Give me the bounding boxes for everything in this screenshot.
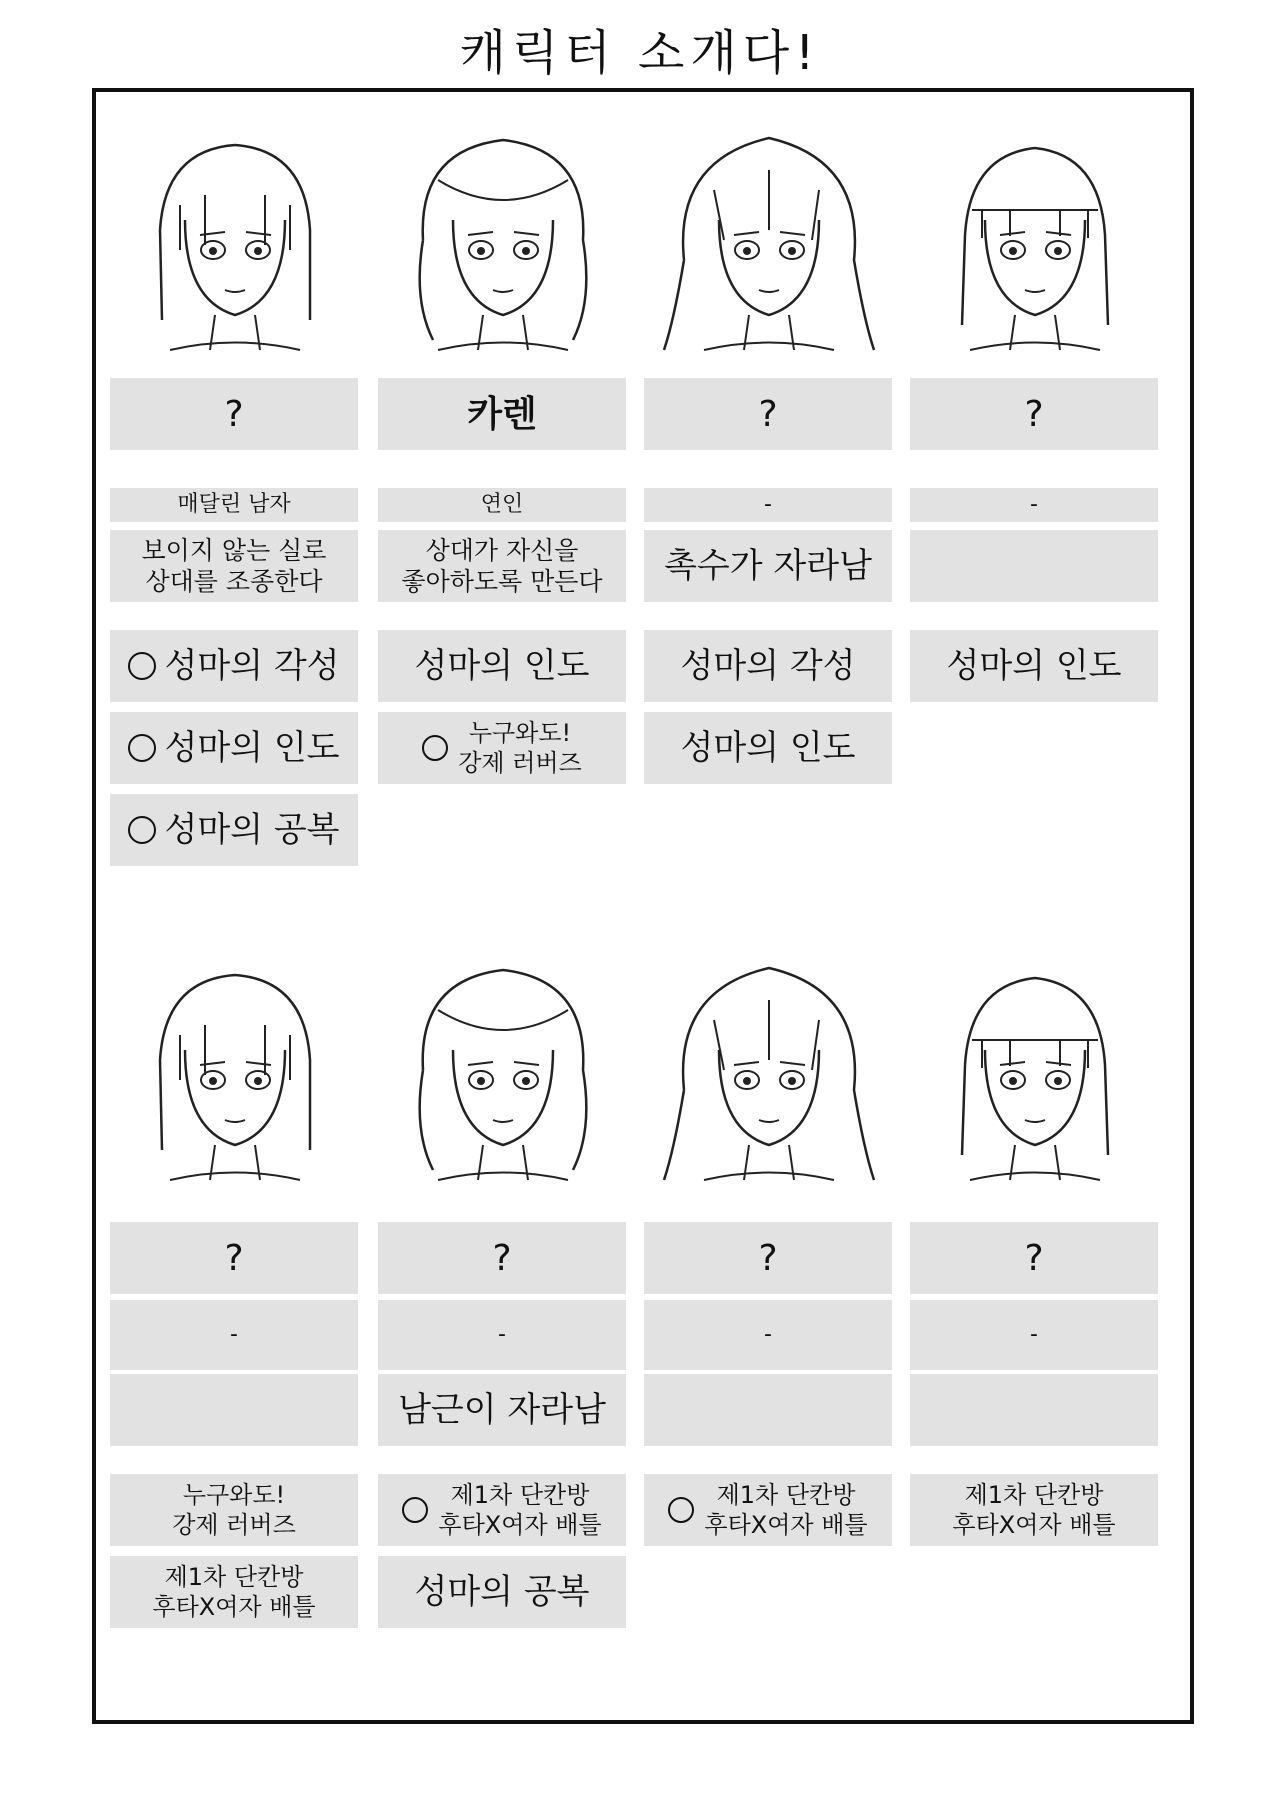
character-ability: [378, 530, 626, 602]
character-name: ?: [110, 378, 358, 450]
skill-line: 후타X여자 배틀: [152, 1593, 316, 1621]
skill-label: [164, 809, 339, 852]
circle-mark-icon: [402, 1497, 428, 1523]
character-relation: 연인: [378, 488, 626, 522]
skill-line: 제1차 단칸방: [164, 1563, 304, 1591]
skill-line: 누구와도!: [182, 1481, 286, 1509]
skill-label: [704, 1480, 867, 1540]
ability-line: 상대가 자신을: [425, 535, 579, 565]
character-portrait: [644, 940, 894, 1190]
skill-box: [110, 712, 358, 784]
skill-line: 성마의 인도: [414, 645, 590, 686]
character-name: ?: [644, 1222, 892, 1294]
character-relation: -: [910, 488, 1158, 522]
skill-label: [458, 718, 582, 778]
character-name: ?: [110, 1222, 358, 1294]
ability-line: 보이지 않는 실로: [141, 535, 327, 565]
skill-label: [680, 727, 855, 770]
page-title: 캐릭터 소개다!: [459, 25, 821, 81]
character-ability: [910, 1374, 1158, 1446]
skill-label: [172, 1480, 296, 1540]
skill-label: [438, 1480, 601, 1540]
character-ability: [378, 1374, 626, 1446]
skill-line: 후타X여자 배틀: [438, 1511, 602, 1539]
skill-label: [414, 1571, 589, 1614]
character-ability: [644, 530, 892, 602]
character-relation: 매달린 남자: [110, 488, 358, 522]
skill-line: 후타X여자 배틀: [704, 1511, 868, 1539]
skill-line: 강제 러버즈: [172, 1511, 296, 1539]
skill-line: 누구와도!: [468, 719, 572, 747]
skill-label: [164, 727, 339, 770]
skill-line: 후타X여자 배틀: [952, 1511, 1116, 1539]
character-name: ?: [644, 378, 892, 450]
character-ability: [910, 530, 1158, 602]
ability-line: 좋아하도록 만든다: [401, 567, 603, 596]
circle-mark-icon: [668, 1497, 694, 1523]
character-relation: -: [110, 1300, 358, 1370]
character-name: ?: [910, 1222, 1158, 1294]
skill-box: [110, 794, 358, 866]
character-name: ?: [378, 1222, 626, 1294]
skill-line: 성마의 인도: [946, 645, 1122, 686]
character-portrait: [644, 110, 894, 360]
skill-box: [110, 1556, 358, 1628]
circle-mark-icon: [422, 735, 448, 761]
skill-box: [910, 1474, 1158, 1546]
skill-line: 성마의 인도: [164, 727, 340, 768]
character-portrait: [910, 940, 1160, 1190]
skill-label: [152, 1562, 315, 1622]
skill-box: [644, 712, 892, 784]
skill-line: 강제 러버즈: [458, 749, 582, 777]
skill-box: [378, 712, 626, 784]
skill-line: 성마의 인도: [680, 727, 856, 768]
skill-line: 제1차 단칸방: [450, 1481, 590, 1509]
skill-box: [378, 1474, 626, 1546]
skill-line: 제1차 단칸방: [964, 1481, 1104, 1509]
ability-line: 남근이 자라남: [398, 1389, 606, 1430]
skill-box: [110, 1474, 358, 1546]
circle-mark-icon: [128, 652, 156, 680]
skill-box: [644, 630, 892, 702]
ability-line: 상대를 조종한다: [145, 567, 323, 596]
character-relation: -: [910, 1300, 1158, 1370]
skill-label: [680, 645, 855, 688]
skill-box: [644, 1474, 892, 1546]
skill-box: [110, 630, 358, 702]
ability-line: 촉수가 자라남: [664, 545, 872, 586]
skill-box: [378, 1556, 626, 1628]
character-ability: [110, 530, 358, 602]
skill-line: 성마의 각성: [164, 645, 340, 686]
skill-label: [414, 645, 589, 688]
skill-label: [952, 1480, 1115, 1540]
character-portrait: [910, 110, 1160, 360]
character-portrait: [378, 940, 628, 1190]
character-portrait: [378, 110, 628, 360]
character-name: ?: [910, 378, 1158, 450]
character-relation: -: [644, 1300, 892, 1370]
skill-line: 성마의 공복: [414, 1571, 590, 1612]
circle-mark-icon: [128, 816, 156, 844]
character-portrait: [110, 110, 360, 360]
skill-line: 성마의 각성: [680, 645, 856, 686]
skill-line: 제1차 단칸방: [716, 1481, 856, 1509]
skill-box: [378, 630, 626, 702]
character-ability: [644, 1374, 892, 1446]
character-relation: -: [644, 488, 892, 522]
skill-box: [910, 630, 1158, 702]
character-ability: [110, 1374, 358, 1446]
skill-label: [946, 645, 1121, 688]
skill-line: 성마의 공복: [164, 809, 340, 850]
character-name: 카렌: [378, 378, 626, 450]
skill-label: [164, 645, 339, 688]
circle-mark-icon: [128, 734, 156, 762]
character-relation: -: [378, 1300, 626, 1370]
character-portrait: [110, 940, 360, 1190]
